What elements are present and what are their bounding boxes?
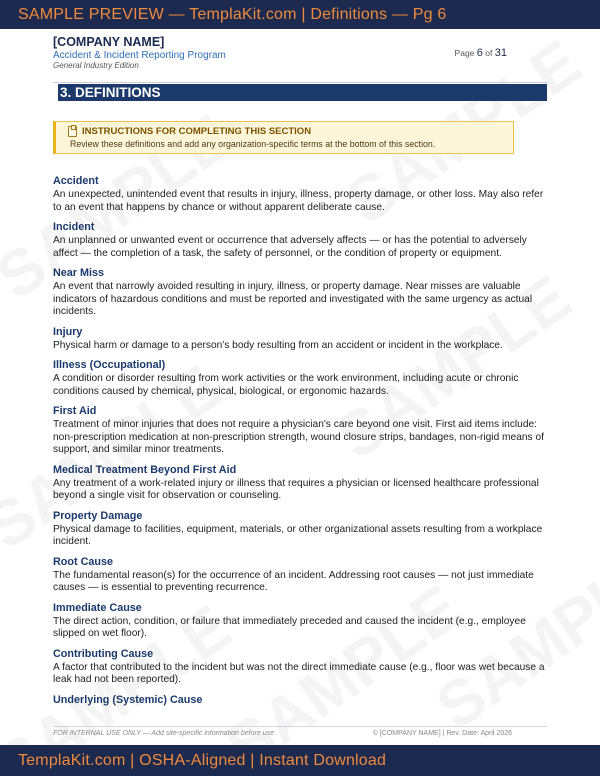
top-banner-text: SAMPLE PREVIEW — TemplaKit.com | Definitions — Pg 6 [18, 5, 447, 23]
definition-term: Underlying (Systemic) Cause [53, 693, 203, 706]
page-current: 6 [476, 47, 483, 59]
definition-term: Injury [53, 325, 83, 338]
page-header [53, 29, 547, 84]
definition-term: Near Miss [53, 267, 105, 279]
footer-left: FOR INTERNAL USE ONLY — Add site-specific information before use [53, 730, 274, 737]
definition-term: Root Cause [53, 555, 113, 568]
definition-text: The fundamental reason(s) for the occurrence of an incident. Addressing root causes — not just immediate causes — is essential to preventing recurrence. [53, 569, 534, 593]
bottom-banner-text: TemplaKit.com | OSHA-Aligned | Instant Download [18, 751, 387, 769]
page-footer [53, 726, 547, 737]
definition-term: Illness (Occupational) [53, 359, 166, 371]
definition-text: Any treatment of a work-related injury or illness that requires a physician or licensed healthcare professional beyond a single visit for observation or counseling. [53, 477, 539, 501]
top-banner [0, 0, 600, 29]
definition-term: Accident [53, 175, 99, 187]
definition-term: First Aid [53, 405, 97, 417]
definition-text: An event that narrowly avoided resulting in injury, illness, or property damage. Near misses are valuable indicators of hazardous conditions and must be reported and investigated with the same urgency as actual incidents. [53, 281, 533, 317]
document-page [53, 29, 547, 706]
definition-term: Medical Treatment Beyond First Aid [53, 463, 237, 476]
definition-text: A factor that contributed to the incident but was not the direct immediate cause (e.g., floor was wet because a leak had not been reported). [53, 661, 545, 685]
header-divider [53, 82, 547, 83]
definition-text: Physical harm or damage to a person's body resulting from an accident or incident in the workplace. [53, 339, 503, 351]
company-name: [COMPANY NAME] [53, 35, 165, 49]
definition-text: The direct action, condition, or failure that immediately preceded and caused the incident (e.g., employee slipped on wet floor). [53, 615, 526, 639]
instructions-title: INSTRUCTIONS FOR COMPLETING THIS SECTION [82, 126, 312, 137]
definition-term: Property Damage [53, 509, 143, 522]
page-of: of [485, 48, 493, 58]
program-name: Accident & Incident Reporting Program [53, 50, 226, 61]
definition-term: Immediate Cause [53, 601, 142, 614]
footer-right: © [COMPANY NAME] | Rev. Date: April 2026 [372, 730, 512, 737]
section-heading [58, 84, 547, 101]
definition-text: A condition or disorder resulting from work activities or the work environment, including acute or chronic conditions caused by chemical, physical, biological, or ergonomic hazards. [53, 373, 519, 397]
page-label: Page [454, 48, 475, 58]
instructions-header [68, 126, 513, 137]
edition-label: General Industry Edition [53, 61, 139, 70]
definition-text: An unplanned or unwanted event or occurrence that adversely affects — or has the potential to adversely affect — the completion of a task, the safety of personnel, or the condition of property or equipment. [53, 235, 527, 259]
definitions-list [53, 174, 547, 708]
definition-text: An unexpected, unintended event that results in injury, illness, property damage, or other loss. May also refer to an event that happens by chance or without apparent deliberate cause. [53, 189, 544, 213]
definition-text: Treatment of minor injuries that does not require a physician's care beyond one visit. First aid items include: non-prescription medication at non-prescription strength, wound closure strips, bandages, non-rigid means of support, and similar minor treatments. [53, 419, 544, 455]
clipboard-icon [68, 126, 77, 137]
instructions-text: Review these definitions and add any organization-specific terms at the bottom of this section. [70, 139, 436, 149]
instructions-box [53, 121, 514, 154]
section-title: 3. DEFINITIONS [60, 85, 161, 100]
definition-text: Physical damage to facilities, equipment, materials, or other organizational assets resulting from a workplace incident. [53, 523, 543, 547]
definition-term: Contributing Cause [53, 647, 154, 660]
bottom-banner [0, 745, 600, 776]
definition-term: Incident [53, 221, 95, 233]
page-number [455, 47, 507, 59]
page-total: 31 [494, 47, 507, 59]
